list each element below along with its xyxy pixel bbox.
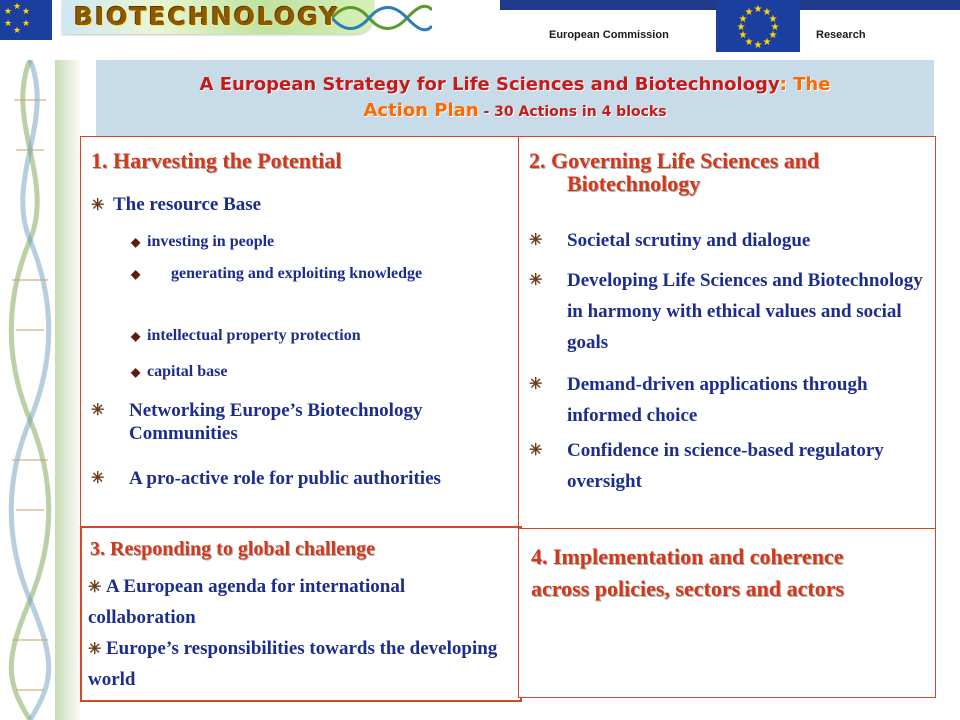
block-global-challenge <box>80 526 522 702</box>
diamond-bullet-icon: ◆ <box>131 235 141 249</box>
block-governing-life-sciences <box>518 136 936 530</box>
svg-text:★: ★ <box>4 7 13 17</box>
dna-helix-icon <box>332 4 432 32</box>
asterisk-icon: ✳ <box>88 641 102 658</box>
asterisk-icon: ✳ <box>529 376 543 393</box>
title-line2: Action Plan <box>363 100 479 121</box>
dna-strip-decoration <box>0 60 80 720</box>
svg-text:★: ★ <box>770 22 780 33</box>
block1-subitem: ◆ capital base <box>131 361 511 383</box>
block1-subitem: ◆ intellectual property protection <box>131 325 511 347</box>
title-line2-suffix: - 30 Actions in 4 blocks <box>478 104 667 120</box>
svg-text:★: ★ <box>753 40 763 51</box>
svg-text:★: ★ <box>4 19 13 29</box>
block3-item: ✳ Europe’s responsibilities towards the developing world <box>88 634 514 695</box>
block1-subitem: ◆ generating and exploiting knowledge <box>131 263 511 285</box>
asterisk-icon: ✳ <box>91 470 105 487</box>
svg-text:★: ★ <box>762 37 772 48</box>
asterisk-icon: ✳ <box>91 402 105 419</box>
asterisk-icon: ✳ <box>88 579 102 596</box>
block1-heading: 1. Harvesting the Potential <box>91 148 342 173</box>
title-banner <box>96 60 934 136</box>
svg-text:★: ★ <box>13 2 22 12</box>
block1-item-2: ✳ Networking Europe’s Biotechnology Communities <box>91 400 423 444</box>
title-line1-suffix: : The <box>779 74 831 95</box>
svg-text:★: ★ <box>22 19 31 29</box>
eu-flag-icon <box>716 0 800 52</box>
svg-text:★: ★ <box>744 7 754 18</box>
biotechnology-logo <box>62 0 374 34</box>
svg-text:★: ★ <box>736 22 746 33</box>
page-title <box>96 72 934 125</box>
diamond-bullet-icon: ◆ <box>131 329 141 343</box>
block3-heading: 3. Responding to global challenge <box>90 538 376 560</box>
asterisk-icon: ✳ <box>529 232 543 249</box>
diamond-bullet-icon: ◆ <box>131 267 141 281</box>
asterisk-icon: ✳ <box>529 442 543 459</box>
block2-item: ✳ Demand-driven applications through informed choice <box>529 369 929 431</box>
block2-heading: 2. Governing Life Sciences and Biotechnology <box>529 148 820 196</box>
block1-item-1: ✳ The resource Base <box>91 194 262 215</box>
block1-item-3: ✳ A pro-active role for public authorities <box>91 468 441 489</box>
header-bar <box>0 0 960 56</box>
block-harvesting-potential <box>80 136 520 530</box>
block2-item: ✳ Developing Life Sciences and Biotechnology in harmony with ethical values and social goals <box>529 265 929 358</box>
block-implementation-coherence <box>518 528 936 698</box>
eu-stars-icon <box>0 0 52 40</box>
org-label: European Commission <box>549 29 669 41</box>
svg-text:★: ★ <box>738 30 748 41</box>
research-label: Research <box>816 29 866 41</box>
block4-heading: 4. Implementation and coherence across policies, sectors and actors <box>531 544 845 601</box>
svg-text:★: ★ <box>768 30 778 41</box>
logo-text: BIOTECHNOLOGY <box>74 2 340 31</box>
svg-text:★: ★ <box>753 4 763 15</box>
svg-text:★: ★ <box>738 14 748 25</box>
block1-subitem: ◆ investing in people <box>131 231 511 253</box>
svg-text:★: ★ <box>22 7 31 17</box>
svg-text:★: ★ <box>762 7 772 18</box>
block3-item: ✳ A European agenda for international collaboration <box>88 572 514 633</box>
diamond-bullet-icon: ◆ <box>131 365 141 379</box>
asterisk-icon: ✳ <box>529 272 543 289</box>
block2-item: ✳ Confidence in science-based regulatory oversight <box>529 435 929 497</box>
asterisk-icon: ✳ <box>91 197 105 214</box>
svg-text:★: ★ <box>13 26 22 36</box>
block2-item: ✳ Societal scrutiny and dialogue <box>529 230 811 251</box>
svg-text:★: ★ <box>768 14 778 25</box>
title-line1: A European Strategy for Life Sciences and Biotechnology <box>199 74 780 95</box>
svg-text:★: ★ <box>744 37 754 48</box>
